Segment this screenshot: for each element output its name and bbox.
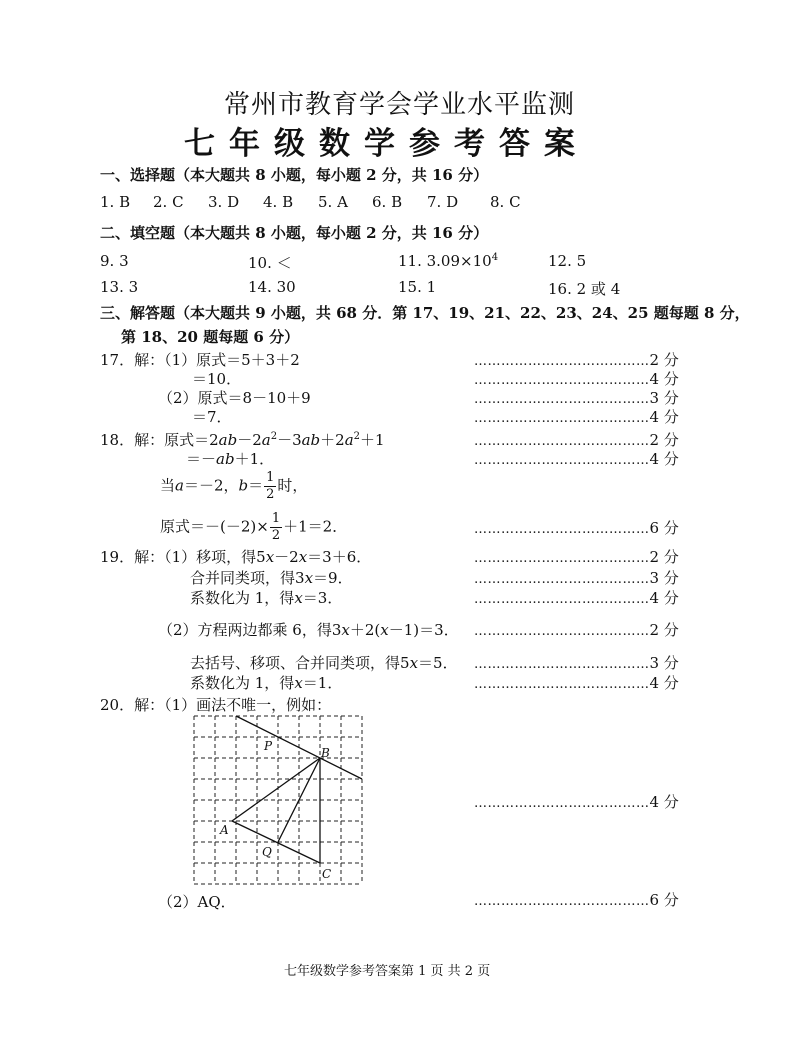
dot-leader: ………………………………… [474,677,650,692]
q20-part2: （2）AQ． [158,893,236,911]
q19-line: 系数化为 1，得x＝1． [190,674,343,692]
fraction-half: $\frac{1}{2}$ [266,470,275,502]
fill-answer: 12. 5 [548,252,587,270]
score-row [474,619,679,640]
dot-leader: ………………………………… [474,354,650,369]
q18-res-post: ＋1＝2． [283,517,348,536]
score-value: 3 分 [649,654,679,672]
q18-simplified: ＝－ab＋1． [186,450,275,468]
score-value: 2 分 [649,351,679,369]
fill-answer: 9. 3 [100,252,129,270]
score-value: 4 分 [649,450,679,468]
fill-answer: 15. 1 [398,278,437,296]
score-value: 2 分 [649,548,679,566]
score-value: 4 分 [649,589,679,607]
score-value: 4 分 [649,370,679,388]
q18-expression: 18．解：原式$=2ab-2a^2-3ab+2a^2+1$ [100,431,385,449]
score-row [474,889,679,910]
q19-line: 19．解：（1）移项，得5x－2x＝3＋6． [100,548,372,566]
fill-answer [398,252,498,270]
score-value: 2 分 [649,431,679,449]
dot-leader: ………………………………… [474,373,650,388]
dot-leader: ………………………………… [474,894,650,909]
score-value: 4 分 [649,674,679,692]
dot-leader: ………………………………… [474,796,650,811]
choice-answer: 4. B [263,193,294,211]
fill-answer: 13. 3 [100,278,139,296]
score-row [474,672,679,693]
score-value: 4 分 [649,793,679,811]
q18-cond-mid: 时， [277,476,308,495]
dot-leader: ………………………………… [474,551,650,566]
point-label-a: A [220,823,229,837]
section-fill-heading: 二、填空题（本大题共 8 小题，每小题 2 分，共 16 分） [100,224,489,242]
dot-leader: ………………………………… [474,592,650,607]
score-row [474,567,679,588]
score-value: 3 分 [649,569,679,587]
dot-leader: ………………………………… [474,657,650,672]
q19-l6: 系数化为 1，得 [190,674,295,692]
section-choice-heading: 一、选择题（本大题共 8 小题，每小题 2 分，共 16 分） [100,166,489,184]
score-row [474,406,679,427]
q19-lead: 19．解：（1）移项，得 [100,548,257,566]
score-row [474,429,679,450]
segment-a-b [232,758,320,821]
score-row [474,546,679,567]
score-value: 6 分 [649,519,679,537]
section-solve-heading-cont: 第 18、20 题每题 6 分） [121,328,300,346]
score-value: 6 分 [649,891,679,909]
q17-line: （2）原式＝8－10＋9 [158,389,311,407]
q17-line: ＝7． [192,408,232,426]
q18-condition: 当a＝－2，b＝ $\frac{1}{2}$ 时， [160,470,308,502]
dashed-grid [194,716,362,884]
q19-line: （2）方程两边都乘 6，得3x＋2(x－1)＝3． [158,621,459,639]
q18-result [160,511,347,544]
dot-leader: ………………………………… [474,453,650,468]
title-line-2: 七年级数学参考答案 [184,126,589,162]
score-row [474,387,679,408]
choice-answer: 6. B [372,193,403,211]
fill-answer: 14. 30 [248,278,296,296]
score-row [474,587,679,608]
score-value: 3 分 [649,389,679,407]
fill-answer: 16. 2 或 4 [548,280,621,298]
point-label-p: P [264,739,273,753]
dot-leader: ………………………………… [474,522,650,537]
q20-grid-figure [190,712,366,888]
choice-answer: 7. D [427,193,459,211]
score-row [474,517,679,538]
fraction-half: $\frac{1}{2}$ [271,511,281,543]
fill-answer: 10. ＜ [248,254,292,272]
dot-leader: ………………………………… [474,624,650,639]
score-value: 2 分 [649,621,679,639]
page-footer: 七年级数学参考答案第 1 页 共 2 页 [284,964,491,979]
dot-leader: ………………………………… [474,392,650,407]
dot-leader: ………………………………… [474,411,650,426]
q20-line: 20．解：（1）画法不唯一，例如： [100,696,332,714]
section-solve-heading: 三、解答题（本大题共 9 小题，共 68 分．第 17、19、21、22、23、24、25 题每题 8 分， [100,304,750,322]
q19-l3: 系数化为 1，得 [190,589,295,607]
score-value: 4 分 [649,408,679,426]
choice-answer: 8. C [490,193,521,211]
q17-line: 17．解：（1）原式＝5＋3＋2 [100,351,300,369]
choice-answer: 3. D [208,193,240,211]
score-row [474,349,679,370]
point-label-c: C [322,867,332,881]
q18-res-pre: 原式＝－(－2)× [160,517,269,536]
point-label-b: B [321,746,330,760]
score-row [474,448,679,469]
q19-line: 去括号、移项、合并同类项，得5x＝5． [190,654,458,672]
q18-cond-pre: 当 [160,476,176,495]
q19-line: 合并同类项，得3x＝9． [190,569,353,587]
fill-answer-base: 11. 3.09×10 [398,252,492,270]
score-row [474,791,679,812]
score-row [474,368,679,389]
dot-leader: ………………………………… [474,572,650,587]
triangle-lines [232,716,362,863]
choice-answer: 1. B [100,193,131,211]
choice-answer: 5. A [318,193,348,211]
point-label-q: Q [262,845,272,859]
q18-lead: 18．解：原式 [100,431,195,449]
fill-answer-exponent: 4 [491,252,499,263]
q19-l5: 去括号、移项、合并同类项，得 [190,654,401,672]
title-line-1: 常州市教育学会学业水平监测 [224,90,576,120]
q19-line: 系数化为 1，得x＝3． [190,589,343,607]
choice-answer: 2. C [153,193,184,211]
q17-line: ＝10． [192,370,242,388]
score-row [474,652,679,673]
dot-leader: ………………………………… [474,434,650,449]
q19-l4: （2）方程两边都乘 6，得 [158,621,332,639]
q19-l2: 合并同类项，得 [190,569,296,587]
